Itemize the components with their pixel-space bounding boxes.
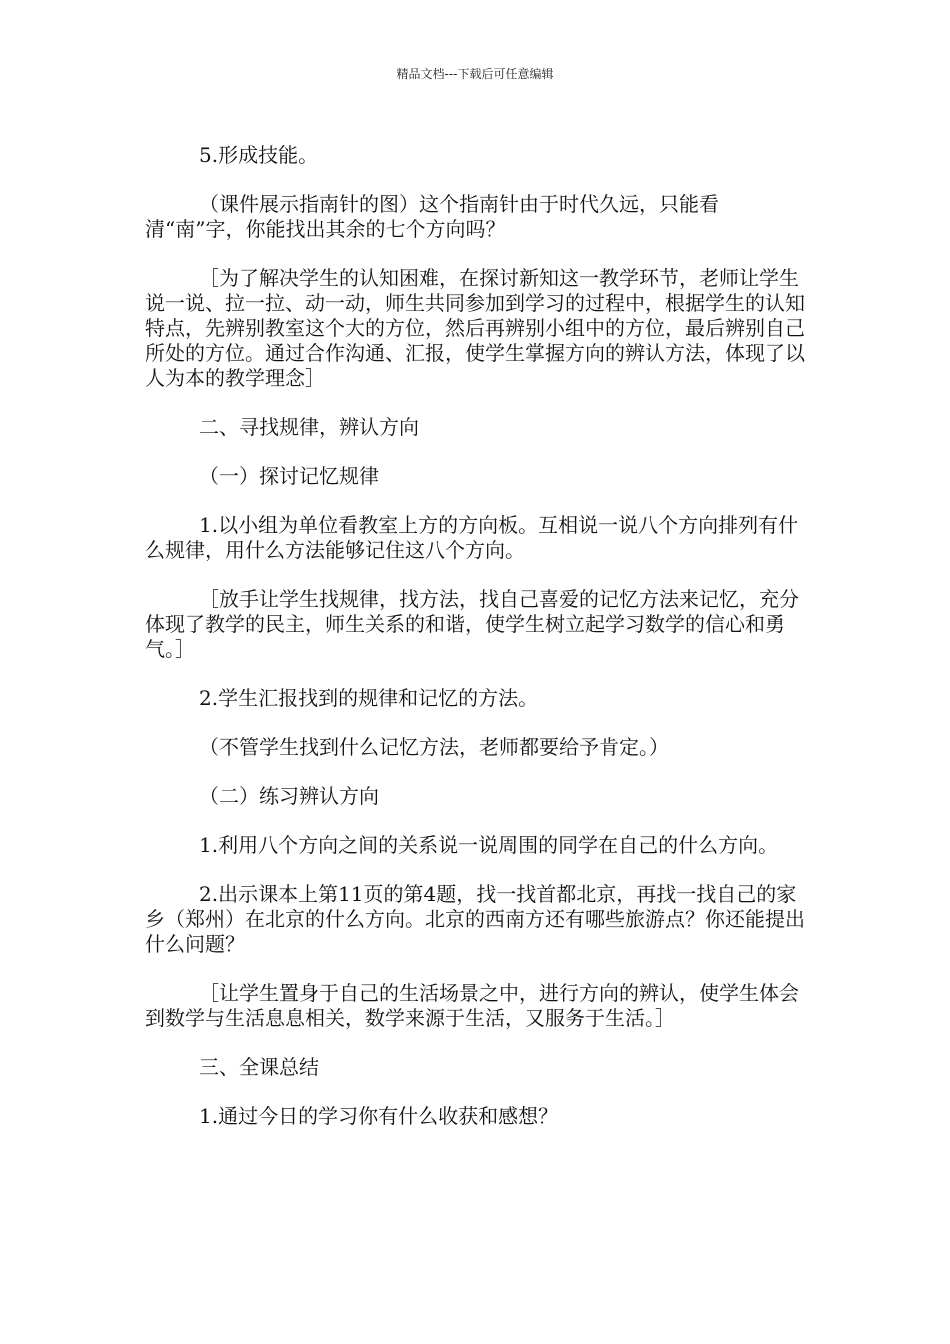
paragraph-summary-question: 1.通过今日的学习你有什么收获和感想？ [199,1104,559,1128]
paragraph-teaching-note-1: ［为了解决学生的认知困难，在探讨新知这一教学环节，老师让学生说一说、拉一拉、动一动，师生共同参加到学习的过程中，根据学生的认知特点，先辨别教室这个大的方位，然后再辨别小组中的方位，最后辨别自己所处的方位。通过合作沟通、汇报，使学生掌握方向的辨认方法，体现了以人为本的教学理念］ [145,266,805,390]
paragraph-group-activity: 1.以小组为单位看教室上方的方向板。互相说一说八个方向排列有什么规律，用什么方法能够记住这八个方向。 [145,513,799,562]
paragraph-teacher-affirm: （不管学生找到什么记忆方法，老师都要给予肯定。） [199,735,669,759]
paragraph-teaching-note-3: ［让学生置身于自己的生活场景之中，进行方向的辨认，使学生体会到数学与生活息息相关，数学来源于生活，又服务于生活。］ [145,981,799,1030]
paragraph-classmates-direction: 1.利用八个方向之间的关系说一说周围的同学在自己的什么方向。 [199,833,779,857]
paragraph-textbook-exercise: 2.出示课本上第11页的第4题，找一找首都北京，再找一找自己的家乡（郑州）在北京的什么方向。北京的西南方还有哪些旅游点？你还能提出什么问题？ [145,882,805,956]
paragraph-compass-task: （课件展示指南针的图）这个指南针由于时代久远，只能看清“南”字，你能找出其余的七个方向吗？ [145,192,719,241]
section-heading-2: 二、寻找规律，辨认方向 [199,415,419,439]
page-header: 精品文档---下载后可任意编辑 [396,67,554,81]
paragraph-student-report: 2.学生汇报找到的规律和记忆的方法。 [199,686,539,710]
paragraph-skill-formation: 5.形成技能。 [199,143,319,167]
paragraph-teaching-note-2: ［放手让学生找规律，找方法，找自己喜爱的记忆方法来记忆，充分体现了教学的民主，师生关系的和谐，使学生树立起学习数学的信心和勇气。］ [145,587,799,661]
document-body [145,143,810,1153]
subsection-heading-2: （二）练习辨认方向 [199,784,379,808]
section-heading-3: 三、全课总结 [199,1055,319,1079]
subsection-heading-1: （一）探讨记忆规律 [199,464,379,488]
